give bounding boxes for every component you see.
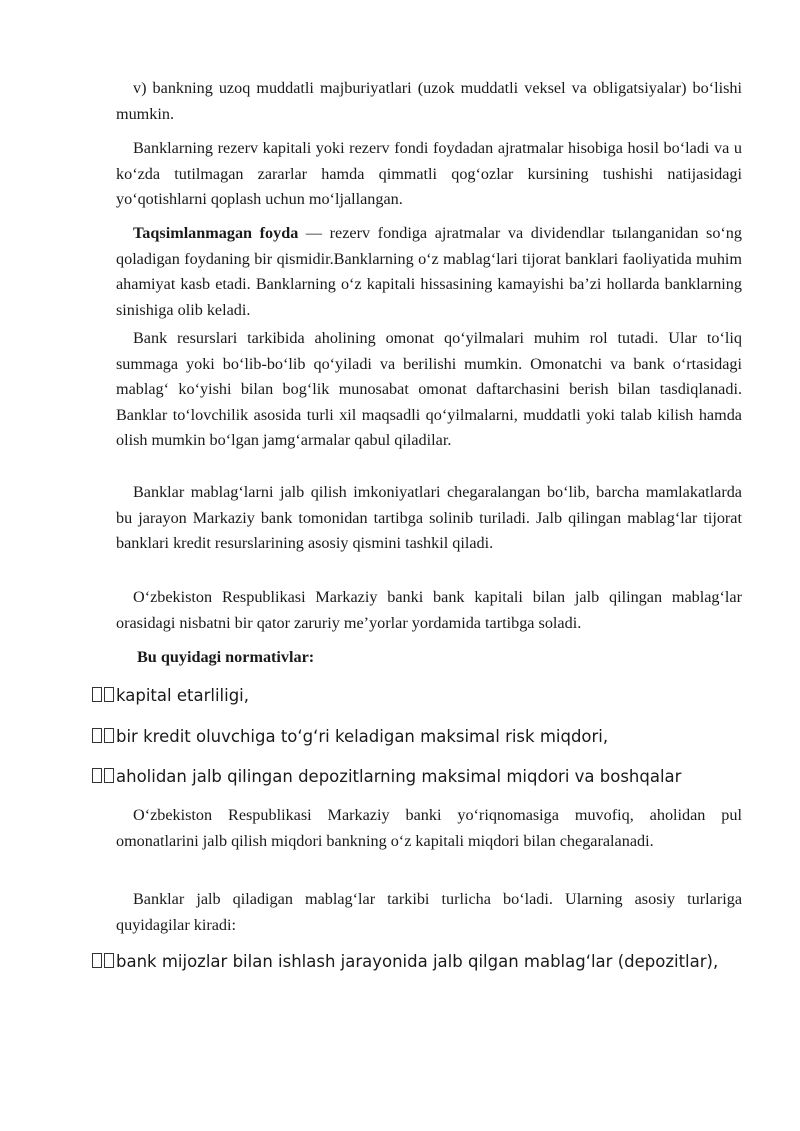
bullet-box-icon — [92, 768, 102, 783]
bullet-box-icon — [104, 728, 114, 743]
paragraph-deposits: Bank resurslari tarkibida aholining omonat qo‘yilmalari muhim rol tutadi. Ular to‘liq summaga yoki bo‘lib-bo‘lib qo‘yiladi va berilishi mumkin. Omonatchi va bank o‘rtasidagi mablag‘ ko‘yishi bilan bog‘lik munosabat omonat daftarchasini berish bilan tasdiqlanadi. Banklar to‘lovchilik asosida turli xil maqsadli qo‘yilmalarni, muddatli yoki talab kilish hamda olish mumkin bo‘lgan jamg‘armalar qabul qiladilar. — [116, 329, 742, 449]
retained-earnings-text: — rezerv fondiga ajratmalar va dividendlar tыlanganidan so‘ng qoladigan foydaning bir qismidir.Banklarning o‘z mablag‘lari tijorat banklari faoliyatida muhim ahamiyat kasb etadi. Banklarning o‘z kapitali hissasining kamayishi ba’zi hollarda banklarning sinishiga olib keladi. — [116, 224, 742, 319]
paragraph-central-bank-regulation: O‘zbekiston Respublikasi Markaziy banki bank kapitali bilan jalb qilingan mablag‘lar orasidagi nisbatni bir qator zaruriy me’yorlar yordamida tartibga soladi. — [116, 588, 742, 632]
list-item: kapital etarliligi, — [92, 682, 785, 709]
paragraph-deposit-limits: O‘zbekiston Respublikasi Markaziy banki yo‘riqnomasiga muvofiq, aholidan pul omonatlarini jalb qilish miqdori bankning o‘z kapitali miqdori bilan chegaralanadi. — [116, 806, 742, 850]
bullet-box-icon — [92, 728, 102, 743]
paragraph-reserve-capital: Banklarning rezerv kapitali yoki rezerv fondi foydadan ajratmalar hisobiga hosil bo‘ladi va u ko‘zda tutilmagan zararlar hamda qimmatli qog‘ozlar kursining tushishi natijasidagi yo‘qotishlarni qoplash uchun mo‘ljallangan. — [116, 139, 742, 208]
term-retained-earnings: Taqsimlanmagan foyda — [133, 224, 299, 242]
bullet-box-icon — [104, 953, 114, 968]
bullet-box-icon — [92, 953, 102, 968]
paragraph-retained-earnings — [116, 221, 742, 323]
list-item: bir kredit oluvchiga to‘g‘ri keladigan maksimal risk miqdori, — [92, 723, 785, 750]
normatives-heading: Bu quyidagi normativlar: — [137, 648, 315, 666]
paragraph-long-term-liabilities: v) bankning uzoq muddatli majburiyatlari (uzok muddatli veksel va obligatsiyalar) bo‘lishi mumkin. — [116, 79, 742, 123]
bullet-box-icon — [104, 768, 114, 783]
bullet-box-icon — [92, 687, 102, 702]
list-item: aholidan jalb qilingan depozitlarning maksimal miqdori va boshqalar — [92, 763, 785, 790]
paragraph-funds-structure: Banklar jalb qiladigan mablag‘lar tarkibi turlicha bo‘ladi. Ularning asosiy turlariga quyidagilar kiradi: — [116, 890, 742, 934]
list-item: bank mijozlar bilan ishlash jarayonida jalb qilgan mablag‘lar (depozitlar), — [92, 948, 785, 975]
bullet-box-icon — [104, 687, 114, 702]
paragraph-attracting-funds: Banklar mablag‘larni jalb qilish imkoniyatlari chegaralangan bo‘lib, barcha mamlakatlarda bu jarayon Markaziy bank tomonidan tartibga solinib turiladi. Jalb qilingan mablag‘lar tijorat banklari kredit resurslarining asosiy qismini tashkil qiladi. — [116, 483, 742, 552]
